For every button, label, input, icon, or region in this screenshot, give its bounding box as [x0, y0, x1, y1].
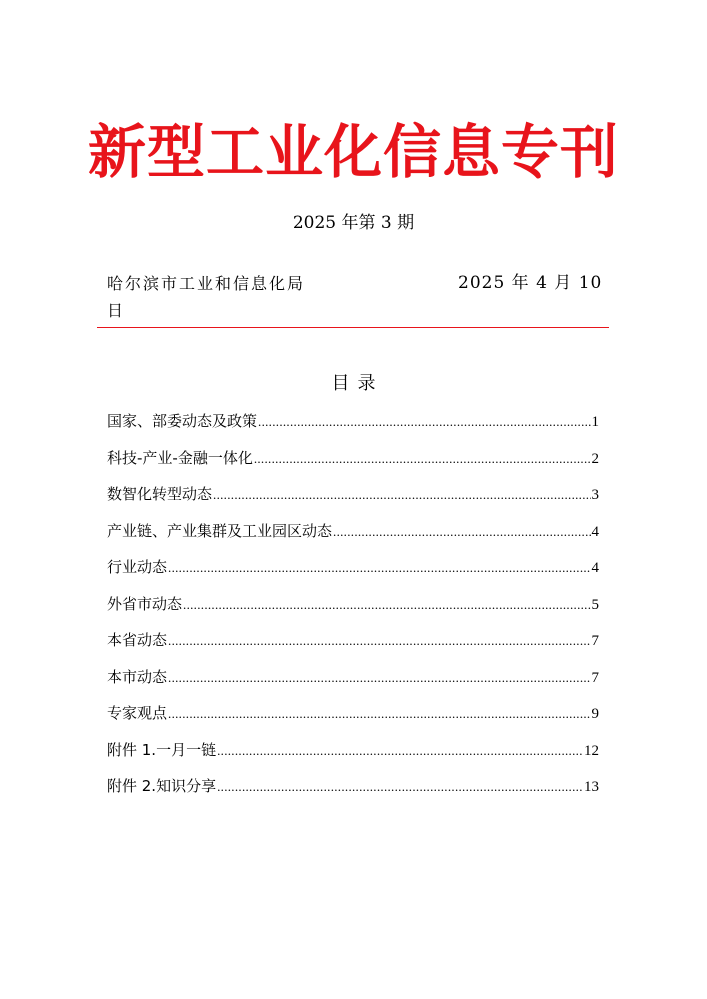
publication-date: 2025 年 4 月 10 [458, 273, 603, 293]
toc-entry-label: 国家、部委动态及政策 [107, 412, 258, 430]
toc-entry[interactable] [107, 626, 599, 663]
toc-entry[interactable] [107, 699, 599, 736]
toc-leader-dots [217, 773, 583, 801]
toc-entry-page: 3 [591, 487, 599, 503]
toc-entry-page: 7 [591, 633, 599, 649]
masthead-title: 新型工业化信息专刊 [87, 118, 619, 186]
toc-entry-page: 9 [591, 706, 599, 722]
toc-title: 目录 [331, 373, 384, 394]
toc-entry[interactable] [107, 736, 599, 773]
toc-entry-label: 附件 2.知识分享 [107, 777, 217, 795]
toc-leader-dots [183, 591, 590, 619]
publisher-name: 哈尔滨市工业和信息化局 [107, 274, 306, 293]
toc-leader-dots [213, 481, 590, 509]
toc-leader-dots [254, 445, 591, 473]
toc-entry-page: 13 [584, 779, 599, 795]
toc-entry-page: 4 [591, 523, 599, 540]
toc-entry-label: 本省动态 [107, 631, 168, 649]
toc-entry-label: 产业链、产业集群及工业园区动态 [107, 521, 333, 540]
toc-entry-page: 2 [591, 450, 599, 467]
toc-entry[interactable] [107, 444, 599, 481]
toc-entry-page: 7 [591, 669, 599, 686]
toc-leader-dots [333, 518, 590, 546]
toc-entry-page: 12 [584, 742, 599, 759]
toc-entry[interactable] [107, 407, 599, 444]
toc-leader-dots [217, 737, 583, 765]
toc-entry[interactable] [107, 517, 599, 554]
toc-leader-dots [258, 408, 590, 436]
toc-leader-dots [168, 700, 590, 728]
toc-entry-label: 科技-产业-金融一体化 [107, 448, 253, 467]
toc-entry-label: 数智化转型动态 [107, 485, 213, 503]
toc-entry-label: 行业动态 [107, 558, 168, 576]
toc-entry-label: 本市动态 [107, 667, 168, 686]
toc-entry-label: 外省市动态 [107, 594, 183, 613]
toc-entry-page: 5 [591, 596, 599, 613]
toc-entry-page: 1 [591, 414, 599, 430]
toc-entry[interactable] [107, 772, 599, 809]
toc-entry[interactable] [107, 553, 599, 590]
toc-entry-label: 附件 1.一月一链 [107, 740, 217, 759]
toc-entry-label: 专家观点 [107, 704, 168, 722]
header-divider [97, 327, 609, 328]
toc-leader-dots [168, 627, 590, 655]
toc-entry[interactable] [107, 590, 599, 627]
toc-entry-page: 4 [591, 560, 599, 576]
issue-number: 2025 年第 3 期 [292, 213, 415, 233]
toc-leader-dots [168, 664, 590, 692]
table-of-contents [107, 407, 599, 809]
toc-entry[interactable] [107, 480, 599, 517]
toc-entry[interactable] [107, 663, 599, 700]
publisher-date-wrap: 日 [107, 301, 126, 320]
toc-leader-dots [168, 554, 590, 582]
